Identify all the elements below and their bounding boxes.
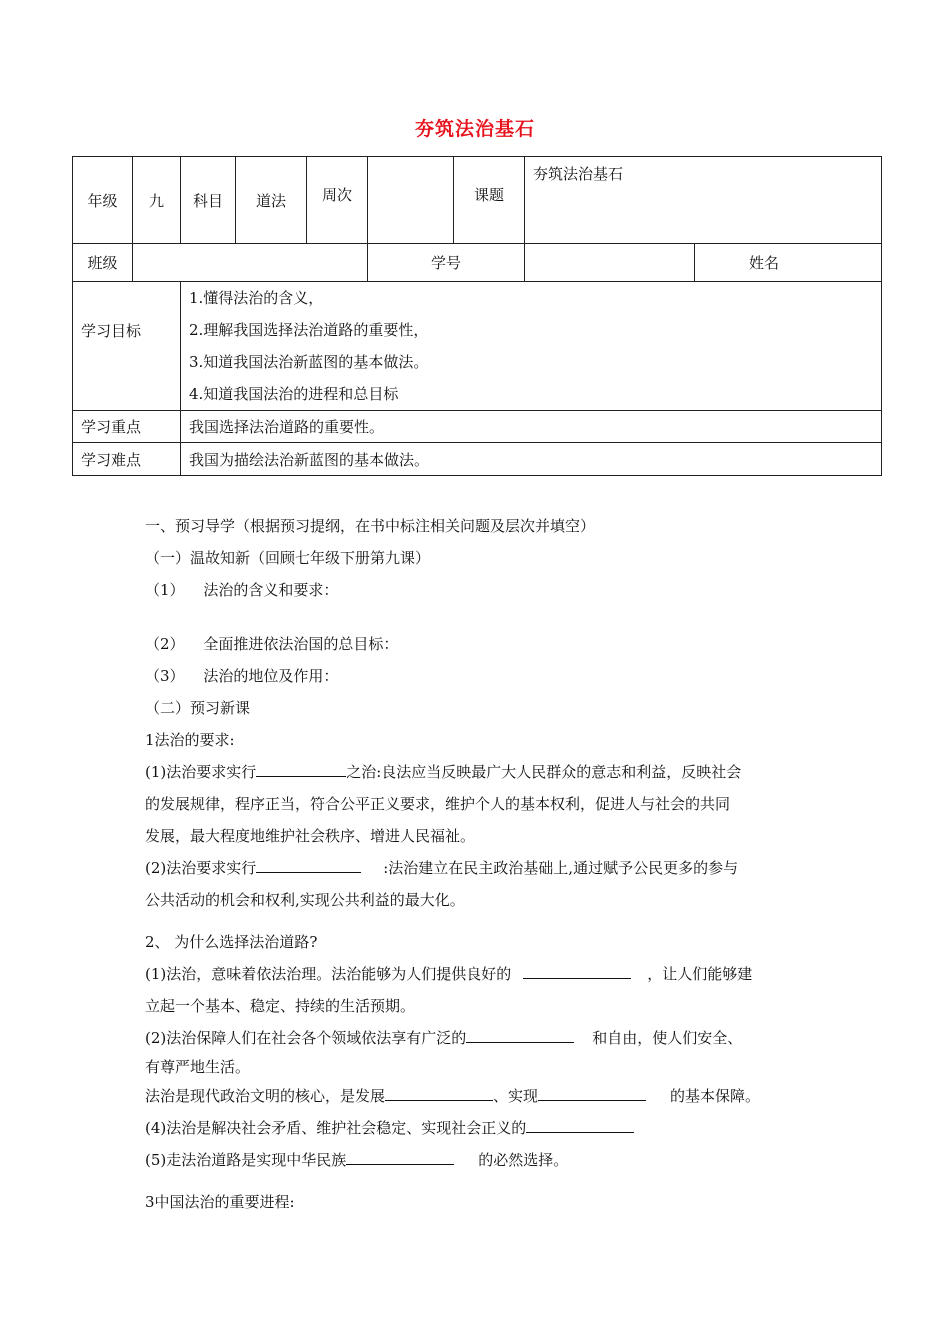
text-fragment: (1)法治，意味着依法治理。法治能够为人们提供良好的: [145, 965, 512, 983]
fill-blank[interactable]: [538, 1082, 646, 1101]
class-value[interactable]: [133, 244, 368, 282]
fill-blank[interactable]: [466, 1024, 574, 1043]
review-question-2: [145, 628, 815, 660]
review-question-1: [145, 574, 815, 606]
text-fragment: (4)法治是解决社会矛盾、维护社会稳定、实现社会正义的: [145, 1119, 527, 1137]
key-point-value: 我国选择法治道路的重要性。: [181, 411, 882, 443]
student-id-value[interactable]: [525, 244, 695, 282]
part2-paragraph3: [145, 1080, 815, 1112]
grade-label: 年级: [73, 157, 133, 244]
week-label-text: 周次: [321, 185, 352, 204]
goals-list: [181, 282, 882, 411]
text-fragment: 的必然选择。: [478, 1151, 569, 1169]
question-number: （1）: [145, 581, 185, 599]
question-text: 全面推进依法治国的总目标：: [203, 635, 399, 653]
key-point-label: 学习重点: [73, 411, 181, 443]
goal-item: 4.知道我国法治的进程和总目标: [189, 385, 399, 403]
grade-value: 九: [133, 157, 181, 244]
text-fragment: 和自由，使人们安全、: [592, 1029, 743, 1047]
text-fragment: (5)走法治道路是实现中华民族: [145, 1151, 347, 1169]
text-fragment: 法治是现代政治文明的核心，是发展: [145, 1087, 386, 1105]
fill-blank[interactable]: [526, 1114, 634, 1133]
part1-paragraph1: [145, 756, 815, 788]
part1-paragraph2: [145, 852, 815, 884]
text-fragment: (1)法治要求实行: [145, 763, 257, 781]
student-id-label: 学号: [368, 244, 525, 282]
fill-blank[interactable]: [256, 854, 361, 873]
page-title: 夯筑法治基石: [414, 118, 535, 140]
name-label: 姓名: [695, 244, 882, 282]
subject-value: 道法: [236, 157, 307, 244]
part1-paragraph1-cont: 的发展规律，程序正当，符合公平正义要求，维护个人的基本权利，促进人与社会的共同: [145, 795, 731, 813]
text-fragment: ，让人们能够建: [647, 965, 753, 983]
class-label: 班级: [73, 244, 133, 282]
part1-heading: 1法治的要求:: [145, 731, 235, 749]
part2-paragraph2: [145, 1022, 815, 1054]
goal-item: 3.知道我国法治新蓝图的基本做法。: [189, 353, 429, 371]
text-fragment: :法治建立在民主政治基础上,通过赋予公民更多的参与: [383, 859, 739, 877]
fill-blank[interactable]: [346, 1146, 454, 1165]
section-heading: 一、预习导学（根据预习提纲，在书中标注相关问题及层次并填空）: [145, 517, 596, 535]
subsection-preview: （二）预习新课: [145, 699, 251, 717]
part1-paragraph2-cont: 公共活动的机会和权利,实现公共利益的最大化。: [145, 891, 465, 909]
goals-label: 学习目标: [73, 282, 181, 411]
subsection-review: （一）温故知新（回顾七年级下册第九课）: [145, 549, 431, 567]
answer-space[interactable]: [145, 606, 815, 628]
question-text: 法治的含义和要求：: [203, 581, 339, 599]
goal-item: 2.理解我国选择法治道路的重要性，: [189, 321, 429, 339]
fill-blank[interactable]: [523, 960, 631, 979]
week-value[interactable]: [368, 157, 454, 244]
text-fragment: (2)法治要求实行: [145, 859, 257, 877]
part3-heading: 3中国法治的重要进程:: [145, 1193, 295, 1211]
part2-heading: 2、 为什么选择法治道路?: [145, 933, 318, 951]
text-fragment: 之治:良法应当反映最广大人民群众的意志和利益，反映社会: [346, 763, 742, 781]
part2-paragraph4: [145, 1112, 815, 1144]
difficulty-label: 学习难点: [73, 443, 181, 476]
part2-paragraph5: [145, 1144, 815, 1176]
text-fragment: 的基本保障。: [670, 1087, 761, 1105]
lesson-info-table: [72, 156, 882, 476]
subject-label: 科目: [181, 157, 236, 244]
text-fragment: 、实现: [493, 1087, 539, 1105]
topic-value: 夯筑法治基石: [525, 157, 882, 244]
topic-label: [454, 157, 525, 244]
difficulty-value: 我国为描绘法治新蓝图的基本做法。: [181, 443, 882, 476]
goal-item: 1.懂得法治的含义，: [189, 289, 324, 307]
week-label: [307, 157, 368, 244]
text-fragment: (2)法治保障人们在社会各个领域依法享有广泛的: [145, 1029, 467, 1047]
part2-paragraph1: [145, 958, 815, 990]
topic-label-text: 课题: [473, 185, 504, 204]
fill-blank[interactable]: [385, 1082, 493, 1101]
question-number: （3）: [145, 667, 185, 685]
fill-blank[interactable]: [256, 758, 346, 777]
part2-paragraph1-cont: 立起一个基本、稳定、持续的生活预期。: [145, 997, 416, 1015]
review-question-3: [145, 660, 815, 692]
part1-paragraph1-cont: 发展，最大程度地维护社会秩序、增进人民福祉。: [145, 827, 476, 845]
study-guide-body: [145, 510, 815, 1218]
question-text: 法治的地位及作用：: [203, 667, 339, 685]
question-number: （2）: [145, 635, 185, 653]
part2-paragraph2-cont: 有尊严地生活。: [145, 1058, 251, 1076]
